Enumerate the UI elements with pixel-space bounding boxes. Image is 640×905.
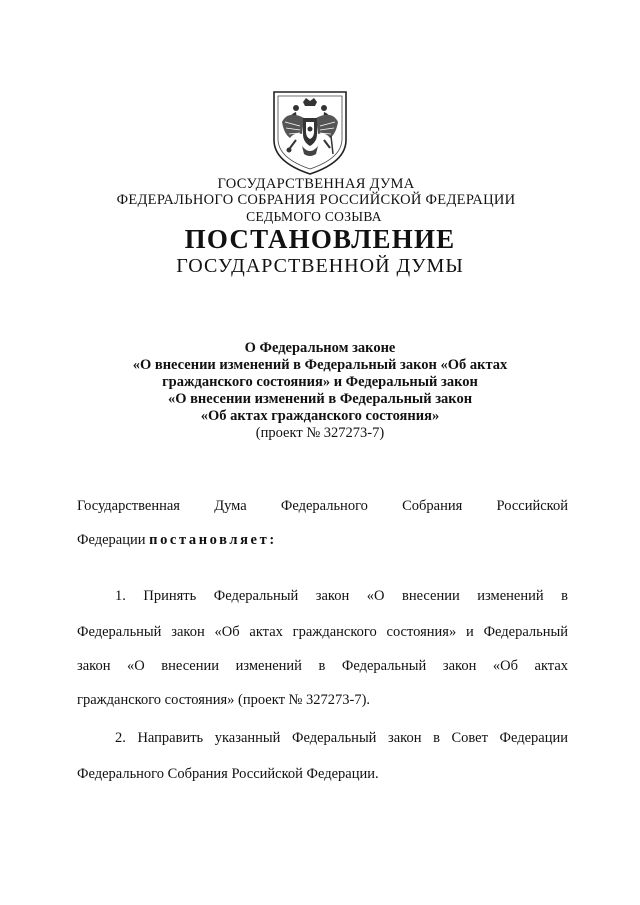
- header-line-duma: ГОСУДАРСТВЕННАЯ ДУМА: [217, 176, 415, 192]
- subject-line: «Об актах гражданского состояния»: [200, 408, 440, 424]
- preamble-line: [77, 523, 568, 557]
- preamble-line: Государственная Дума Федерального Собрания Российской: [77, 498, 568, 514]
- document-subtitle: ГОСУДАРСТВЕННОЙ ДУМЫ: [176, 255, 464, 277]
- subject-line: «О внесении изменений в Федеральный закон «Об актах: [132, 357, 508, 373]
- preamble-text: Федерации: [77, 532, 146, 548]
- subject-line: «О внесении изменений в Федеральный закон: [167, 391, 473, 407]
- item-2-line: 2. Направить указанный Федеральный закон в Совет Федерации: [115, 730, 568, 746]
- header-line-convocation: СЕДЬМОГО СОЗЫВА: [246, 209, 382, 224]
- resolves-word: постановляет:: [149, 532, 277, 548]
- project-number: (проект № 327273-7): [255, 425, 385, 441]
- subject-line: гражданского состояния» и Федеральный закон: [162, 374, 478, 390]
- item-1-line: 1. Принять Федеральный закон «О внесении изменений в: [115, 588, 568, 604]
- subject-line: О Федеральном законе: [244, 340, 396, 356]
- subject-block: [0, 340, 640, 442]
- item-2-line: Федерального Собрания Российской Федерации.: [77, 766, 379, 782]
- coat-of-arms-icon: [270, 88, 350, 176]
- item-1-line: закон «О внесении изменений в Федеральный закон «Об актах: [77, 658, 568, 674]
- item-1-line: гражданского состояния» (проект № 327273-7).: [77, 692, 371, 708]
- header-line-federal-assembly: ФЕДЕРАЛЬНОГО СОБРАНИЯ РОССИЙСКОЙ ФЕДЕРАЦИИ: [116, 192, 516, 208]
- document-title: ПОСТАНОВЛЕНИЕ: [184, 224, 456, 254]
- item-1-line: Федеральный закон «Об актах гражданского состояния» и Федеральный: [77, 624, 568, 640]
